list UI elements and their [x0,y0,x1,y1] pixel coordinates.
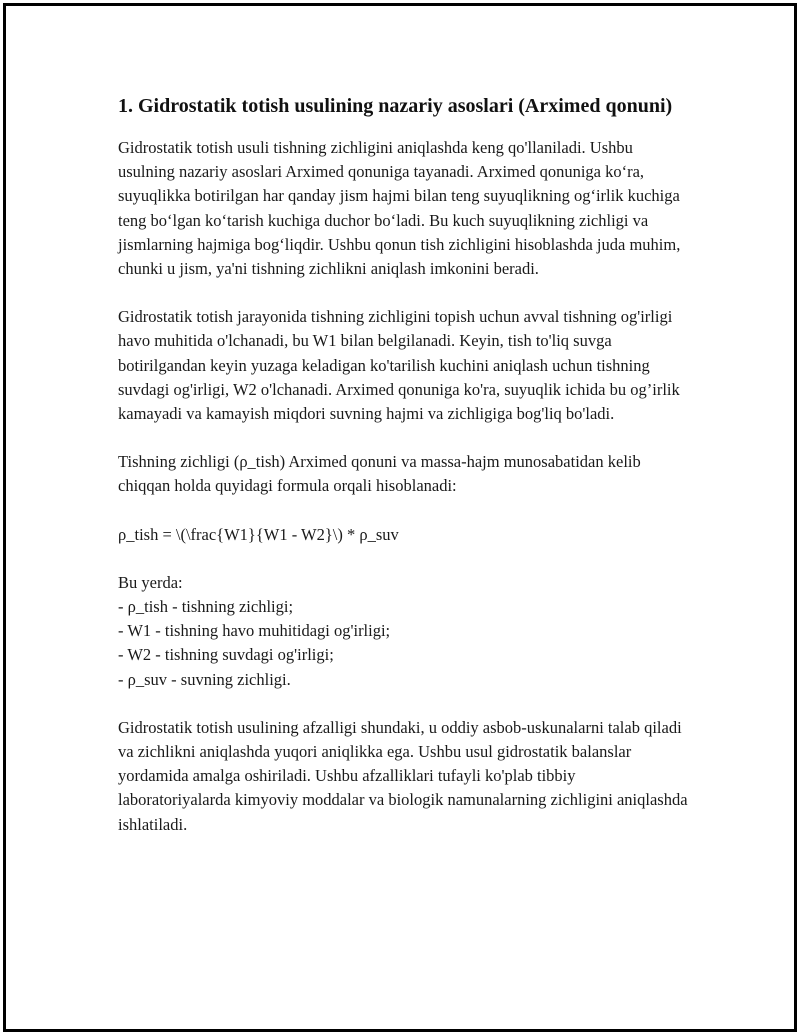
section-heading: 1. Gidrostatik totish usulining nazariy asoslari (Arximed qonuni) [118,95,673,117]
definition-item-rho-suv: - ρ_suv - suvning zichligi. [118,669,291,689]
document-body [118,92,690,861]
paragraph-measurement-procedure: Gidrostatik totish jarayonida tishning zichligini topish uchun avval tishning og'irligi havo muhitida o'lchanadi, bu W1 bilan belgilanadi. Keyin, tish to'liq suvga botirilgandan keyin yuzaga keladigan ko'tarilish kuchini aniqlash uchun tishning suvdagi og'irligi, W2 o'lchanadi. Arximed qonuniga ko'ra, suyuqlik ichida bu og’irlik kamayadi va kamayish miqdori suvning hajmi va zichligiga bog'liq bo'ladi. [118,307,680,424]
paragraph-advantages: Gidrostatik totish usulining afzalligi shundaki, u oddiy asbob-uskunalarni talab qiladi va zichlikni aniqlashda yuqori aniqlikka ega. Ushbu usul gidrostatik balanslar yordamida amalga oshiriladi. Ushbu afzalliklari tufayli ko'plab tibbiy laboratoriyalarda kimyoviy moddalar va biologik namunalarning zichligini aniqlashda ishlatiladi. [118,717,688,834]
definitions-intro: Bu yerda: [118,572,183,592]
paragraph-archimedes-principle: Gidrostatik totish usuli tishning zichligini aniqlashda keng qo'llaniladi. Ushbu usulning nazariy asoslari Arximed qonuniga tayanadi. Arximed qonuniga ko‘ra, suyuqlikka botirilgan har qanday jism hajmi bilan teng suyuqlikning og‘irlik kuchiga teng bo‘lgan ko‘tarish kuchiga duchor bo‘ladi. Bu kuch suyuqlikning zichligi va jismlarning hajmiga bog‘liqdir. Ushbu qonun tish zichligini hisoblashda juda muhim, chunki u jism, ya'ni tishning zichlikni aniqlash imkonini beradi. [118,138,681,279]
definition-item-w2: - W2 - tishning suvdagi og'irligi; [118,645,334,665]
paragraph-formula-intro: Tishning zichligi (ρ_tish) Arximed qonuni va massa-hajm munosabatidan kelib chiqqan holda quyidagi formula orqali hisoblanadi: [118,452,641,496]
density-formula: ρ_tish = \(\frac{W1}{W1 - W2}\) * ρ_suv [118,524,399,544]
definition-item-w1: - W1 - tishning havo muhitidagi og'irligi; [118,621,391,641]
definitions-block [118,571,690,692]
definition-item-rho-tish: - ρ_tish - tishning zichligi; [118,597,294,617]
